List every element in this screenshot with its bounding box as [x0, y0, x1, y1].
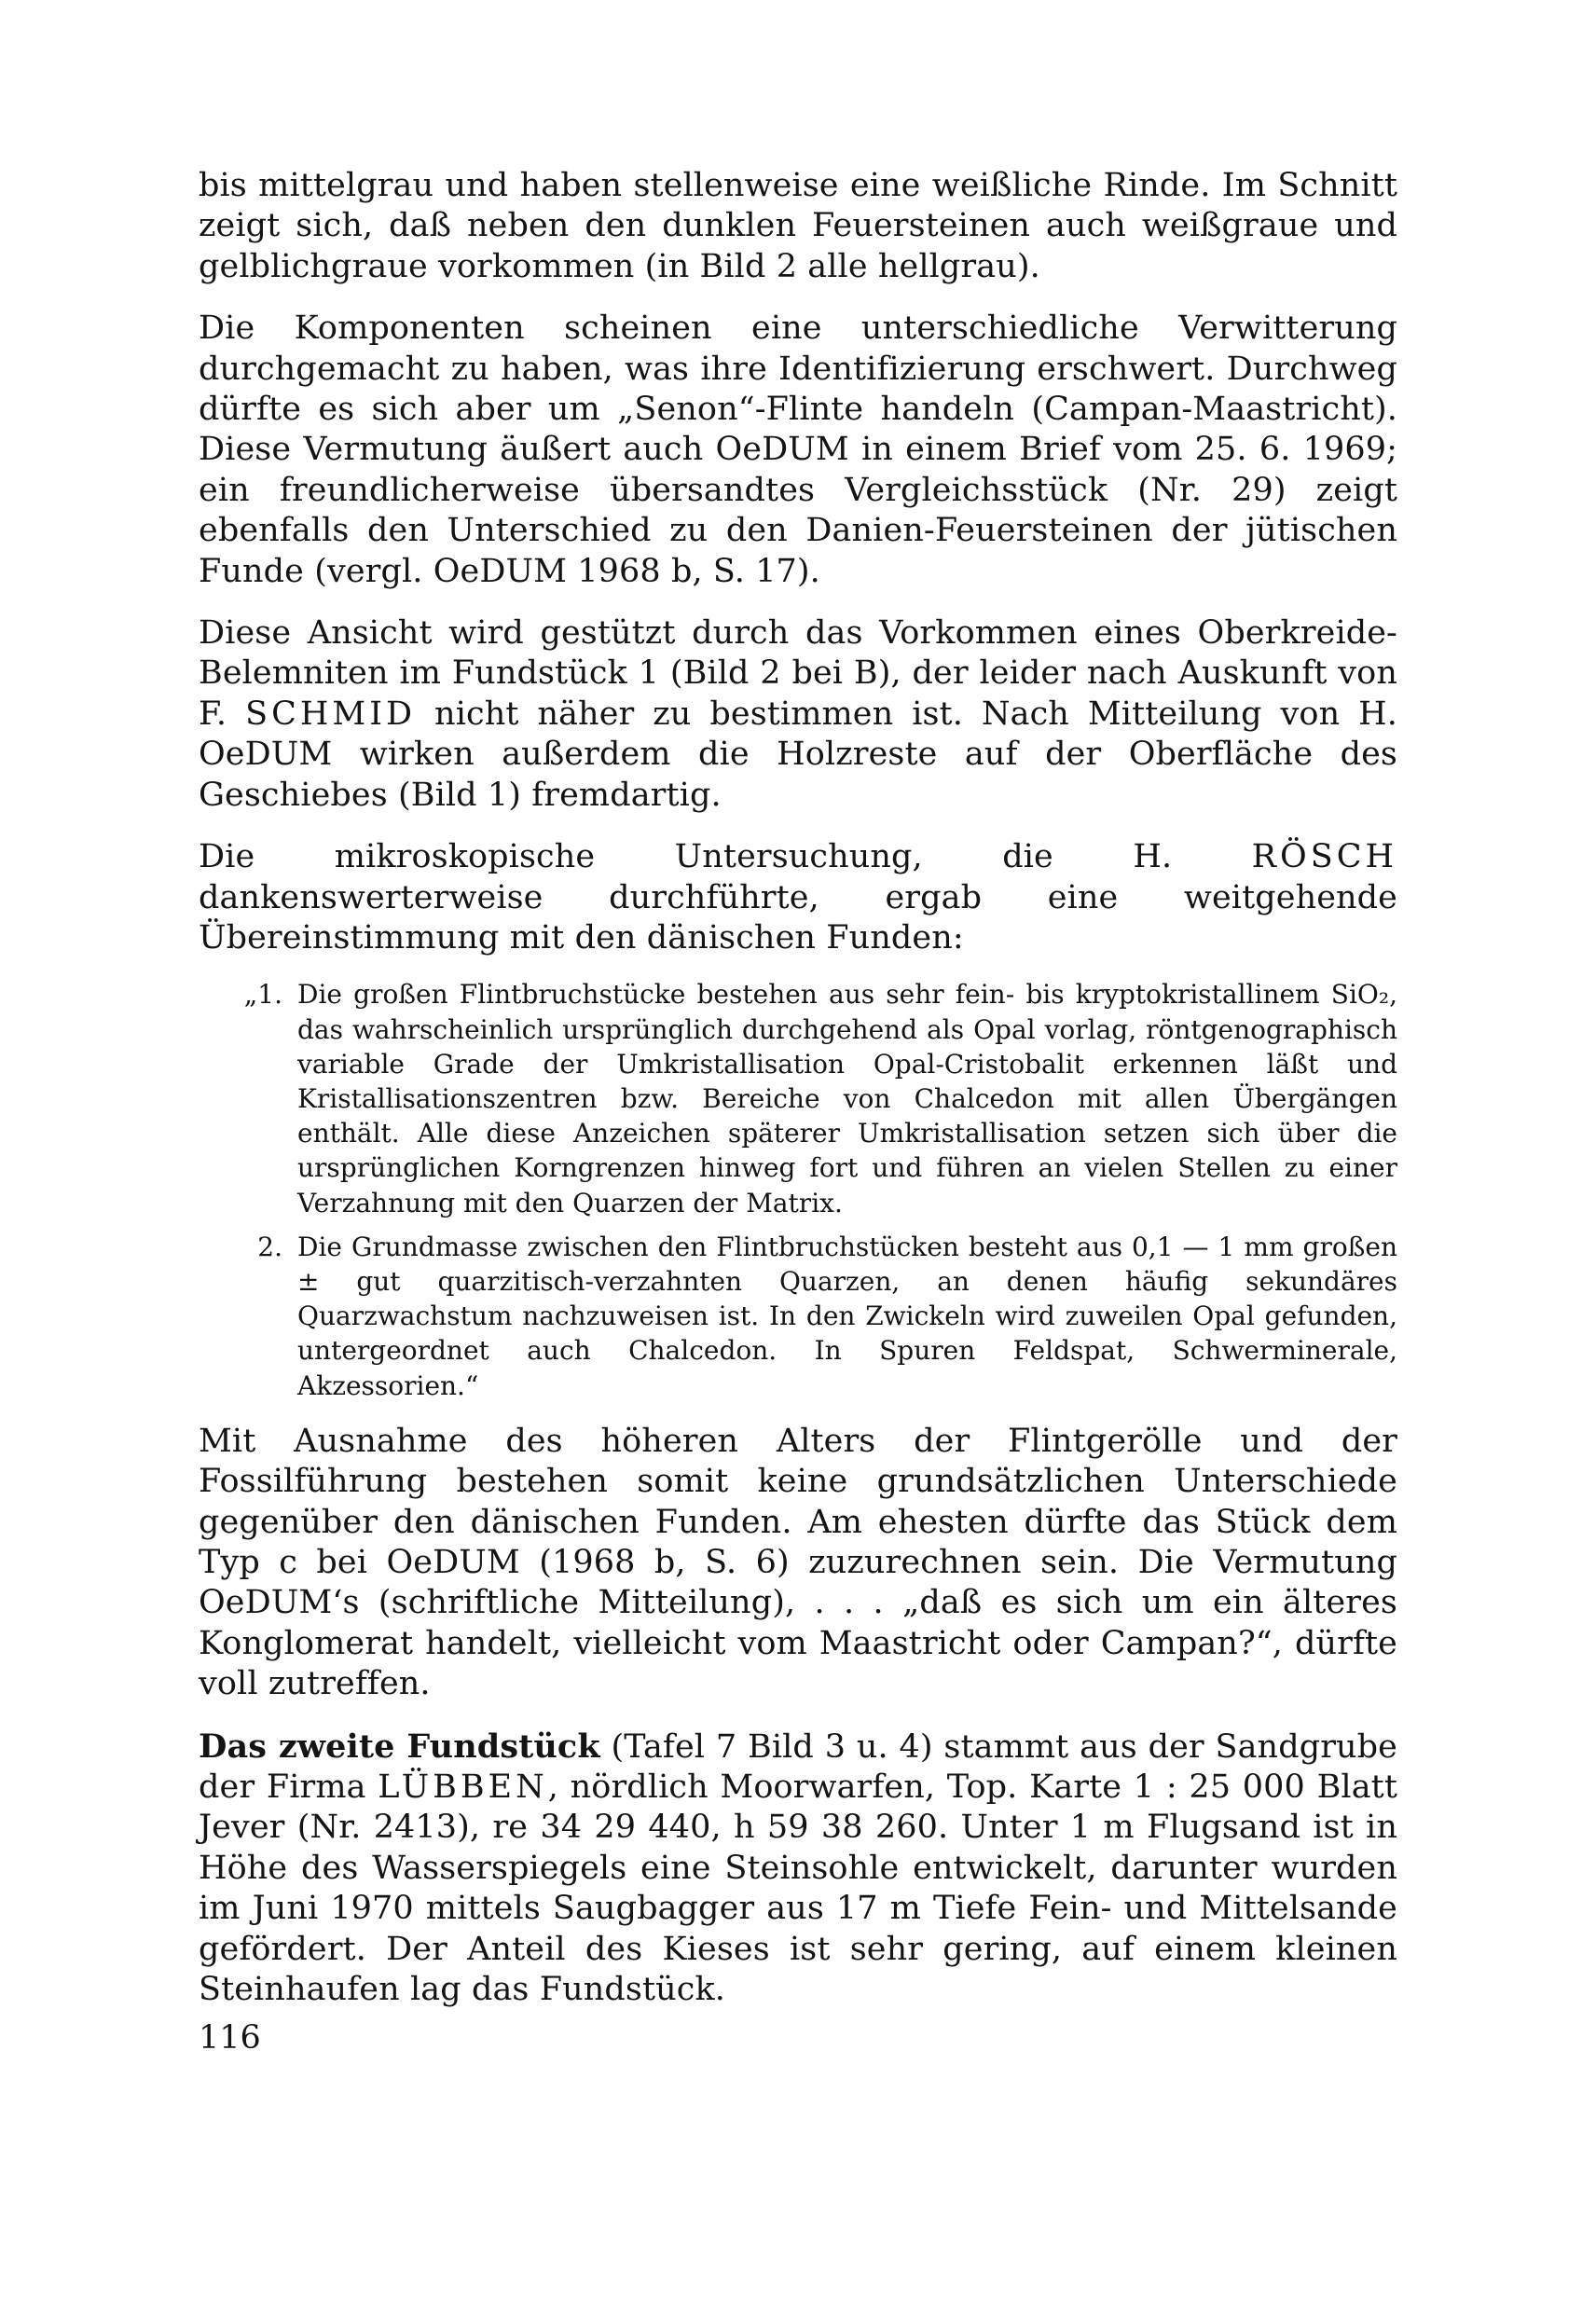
author-name-roesch: RÖSCH [1251, 838, 1397, 876]
quote-item-2-number: 2. [257, 1231, 282, 1262]
paragraph-6 [199, 1727, 1397, 2011]
page-body [199, 166, 1397, 2010]
paragraph-3-text-b: nicht näher zu bestimmen ist. Nach Mitteilung von H. OeDUM wirken außerdem die Holzreste auf der Oberfläche des Geschiebes (Bild 1) fremdartig. [199, 695, 1398, 814]
paragraph-4-text-a: Die mikroskopische Untersuchung, die H. [199, 838, 1252, 876]
microscopy-quote [199, 977, 1397, 1402]
paragraph-6-text-b: , nördlich Moorwarfen, Top. Karte 1 : 25 000 Blatt Jever (Nr. 2413), re 34 29 440, h 59 38 260. Unter 1 m Flugsand ist in Höhe des Wasserspiegels eine Steinsohle entwickelt, darunter wurden im Juni 1970 mittels Saugbagger aus 17 m Tiefe Fein- und Mittelsande gefördert. Der Anteil des Kieses ist sehr gering, auf einem kleinen Steinhaufen lag das Fundstück. [199, 1768, 1397, 2009]
paragraph-3-text-a: Diese Ansicht wird gestützt durch das Vorkommen eines Oberkreide-Belemniten im Fundstück 1 (Bild 2 bei B), der leider nach Auskunft von F. [199, 614, 1397, 733]
author-name-schmid: SCHMID [245, 695, 417, 733]
paragraph-3 [199, 613, 1397, 816]
quote-item-1-number: „1. [243, 979, 282, 1011]
paragraph-5 [199, 1422, 1397, 1705]
paragraph-4-text-b: dankenswerterweise durchführte, ergab eine weitgehende Übereinstimmung mit den dänischen Funden: [199, 878, 1397, 956]
paragraph-6-text-a: (Tafel 7 Bild 3 u. 4) stammt aus der Sandgrube der Firma [199, 1727, 1397, 1806]
quote-item-2 [199, 1230, 1397, 1403]
paragraph-2-text: Die Komponenten scheinen eine unterschiedliche Verwitterung durchgemacht zu haben, was ihre Identifizierung erschwert. Durchweg dürfte es sich aber um „Senon“-Flinte handeln (Campan-Maastricht). Diese Vermutung äußert auch OeDUM in einem Brief vom 25. 6. 1969; ein freundlicherweise übersandtes Vergleichsstück (Nr. 29) zeigt ebenfalls den Unterschied zu den Danien-Feuersteinen der jütischen Funde (vergl. OeDUM 1968 b, S. 17). [199, 310, 1397, 590]
quote-item-2-text: Die Grundmasse zwischen den Flintbruchstücken besteht aus 0,1 — 1 mm großen ± gut quarzitisch-verzahnten Quarzen, an denen häufig sekundäres Quarzwachstum nachzuweisen ist. In den Zwickeln wird zuweilen Opal gefunden, untergeordnet auch Chalcedon. In Spuren Feldspat, Schwerminerale, Akzessorien.“ [297, 1231, 1397, 1401]
paragraph-2 [199, 309, 1397, 592]
quote-item-1-text: Die großen Flintbruchstücke bestehen aus sehr fein- bis kryptokristallinem SiO₂, das wahrscheinlich ursprünglich durchgehend als Opal vorlag, röntgenographisch variable Grade der Umkristallisation Opal-Cristobalit erkennen läßt und Kristallisationszentren bzw. Bereiche von Chalcedon mit allen Übergängen enthält. Alle diese Anzeichen späterer Umkristallisation setzen sich über die ursprünglichen Korngrenzen hinweg fort und führen an vielen Stellen zu einer Verzahnung mit den Quarzen der Matrix. [297, 979, 1397, 1218]
section-lead-second-find: Das zweite Fundstück [199, 1727, 600, 1766]
quote-item-1 [199, 977, 1397, 1219]
page-number: 116 [199, 2019, 261, 2057]
paragraph-1 [199, 166, 1397, 287]
company-name-luebben: LÜBBEN [378, 1768, 548, 1806]
paragraph-5-text: Mit Ausnahme des höheren Alters der Flintgerölle und der Fossilführung bestehen somit keine grundsätzlichen Unterschiede gegenüber den dänischen Funden. Am ehesten dürfte das Stück dem Typ c bei OeDUM (1968 b, S. 6) zuzurechnen sein. Die Vermutung OeDUM‘s (schriftliche Mitteilung), . . . „daß es sich um ein älteres Konglomerat handelt, vielleicht vom Maastricht oder Campan?“, dürfte voll zutreffen. [199, 1422, 1397, 1703]
paragraph-1-text: bis mittelgrau und haben stellenweise eine weißliche Rinde. Im Schnitt zeigt sich, daß neben den dunklen Feuersteinen auch weißgraue und gelblichgraue vorkommen (in Bild 2 alle hellgrau). [199, 167, 1397, 285]
paragraph-4 [199, 837, 1397, 958]
